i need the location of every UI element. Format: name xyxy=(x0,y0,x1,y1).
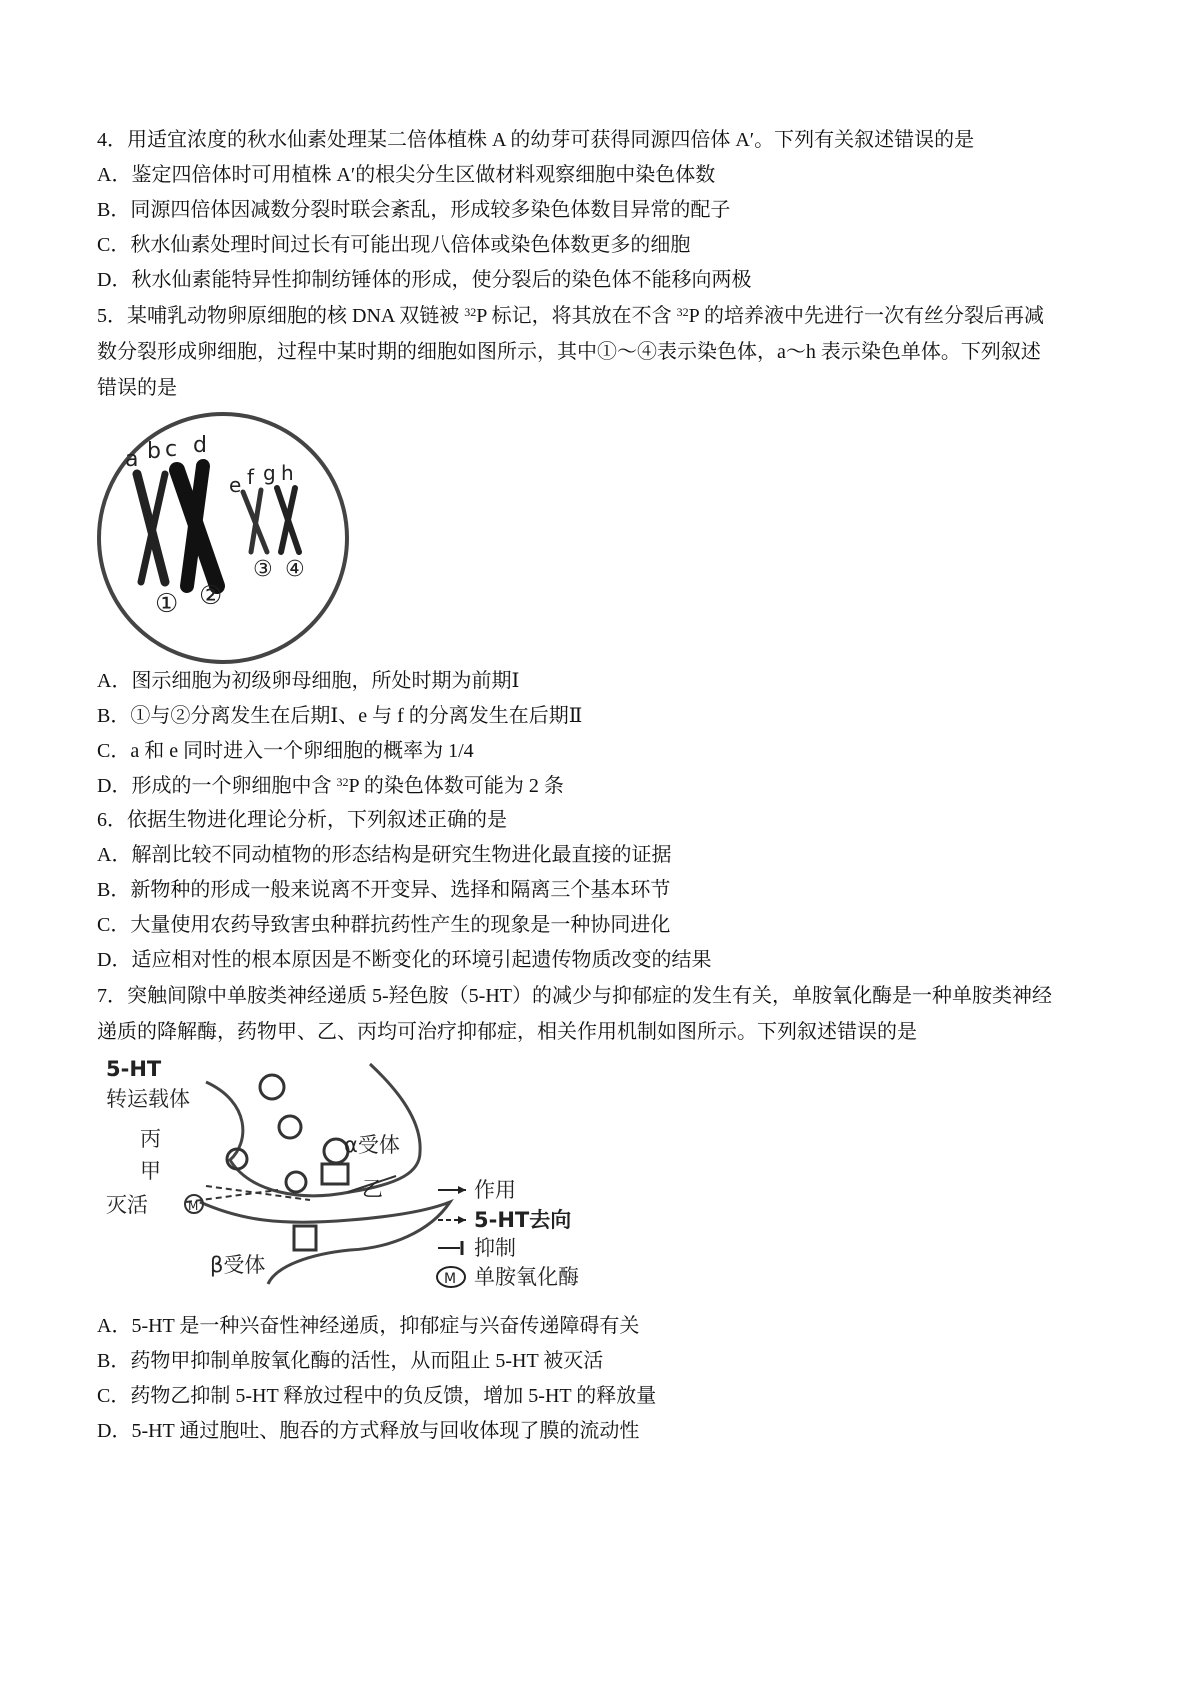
legend-direction-arrowhead xyxy=(458,1216,466,1224)
q5-option-d: D．形成的一个卵细胞中含 $^{32}$P 的染色体数可能为 2 条 xyxy=(97,775,564,797)
q7-option-c: C．药物乙抑制 5-HT 释放过程中的负反馈，增加 5-HT 的释放量 xyxy=(97,1385,657,1407)
q5-option-b: B．①与②分离发生在后期Ⅰ、e 与 f 的分离发生在后期Ⅱ xyxy=(97,705,583,727)
chromatid-label-e: e xyxy=(229,473,242,497)
legend-enzyme-letter: M xyxy=(444,1271,457,1287)
transporter-label-1: 5-HT xyxy=(106,1057,162,1081)
chromatid-label-d: d xyxy=(193,433,207,458)
q5-option-c: C．a 和 e 同时进入一个卵细胞的概率为 1/4 xyxy=(97,740,474,762)
legend-direction-label: 5-HT去向 xyxy=(474,1208,572,1232)
chromosome-label-3: ③ xyxy=(253,557,273,582)
chromosome-label-2: ② xyxy=(199,581,223,611)
vesicle xyxy=(260,1075,284,1099)
q5-stem: 5．某哺乳动物卵原细胞的核 DNA 双链被 $^{32}$P 标记，将其放在不含 $^{32}$P 的培养液中先进行一次有丝分裂后再减 xyxy=(97,305,1045,327)
chromatid-label-h: h xyxy=(281,461,294,485)
q6-stem: 6．依据生物进化理论分析，下列叙述正确的是 xyxy=(97,809,507,831)
alpha-receptor-label: α受体 xyxy=(344,1133,400,1157)
chromosome-label-1: ① xyxy=(155,589,179,619)
drug-b-label: 乙 xyxy=(362,1177,383,1201)
chromosome-label-4: ④ xyxy=(285,557,305,582)
drug-c-label: 丙 xyxy=(140,1127,161,1151)
drug-a-label: 甲 xyxy=(140,1159,161,1183)
synapse-figure xyxy=(100,1052,620,1310)
inactivate-label: 灭活 xyxy=(106,1193,148,1217)
chromatid-label-a: a xyxy=(125,447,139,472)
alpha-receptor-shape xyxy=(322,1164,348,1184)
transporter-label-2: 转运载体 xyxy=(106,1087,190,1111)
q6-option-d: D．适应相对性的根本原因是不断变化的环境引起遗传物质改变的结果 xyxy=(97,949,712,971)
chromatid-label-g: g xyxy=(263,461,276,485)
q6-option-c: C．大量使用农药导致害虫种群抗药性产生的现象是一种协同进化 xyxy=(97,914,671,936)
q5-stem-line2: 数分裂形成卵细胞，过程中某时期的细胞如图所示，其中①～④表示染色体，a～h 表示染色单体。下列叙述 xyxy=(97,341,1041,363)
chromatid-label-b: b xyxy=(147,439,161,464)
vesicle xyxy=(279,1116,301,1138)
q7-option-b: B．药物甲抑制单胺氧化酶的活性，从而阻止 5-HT 被灭活 xyxy=(97,1350,604,1372)
q4-stem: 4．用适宜浓度的秋水仙素处理某二倍体植株 A 的幼芽可获得同源四倍体 A′。下列有关叙述错误的是 xyxy=(97,129,975,151)
q4-option-b: B．同源四倍体因减数分裂时联会紊乱，形成较多染色体数目异常的配子 xyxy=(97,199,731,221)
q4-option-c: C．秋水仙素处理时间过长有可能出现八倍体或染色体数更多的细胞 xyxy=(97,234,691,256)
q6-option-b: B．新物种的形成一般来说离不开变异、选择和隔离三个基本环节 xyxy=(97,879,671,901)
q4-option-d: D．秋水仙素能特异性抑制纺锤体的形成，使分裂后的染色体不能移向两极 xyxy=(97,269,752,291)
q5-stem-line3: 错误的是 xyxy=(97,377,177,399)
q7-stem-line2: 递质的降解酶，药物甲、乙、丙均可治疗抑郁症，相关作用机制如图所示。下列叙述错误的是 xyxy=(97,1021,917,1043)
chromatid-label-f: f xyxy=(247,465,255,489)
legend-enzyme-label: 单胺氧化酶 xyxy=(474,1265,579,1289)
enzyme-marker-letter: M xyxy=(188,1199,199,1213)
q4-option-a: A．鉴定四倍体时可用植株 A′的根尖分生区做材料观察细胞中染色体数 xyxy=(97,164,716,186)
q6-option-a: A．解剖比较不同动植物的形态结构是研究生物进化最直接的证据 xyxy=(97,844,672,866)
chromatid-label-c: c xyxy=(165,437,178,462)
legend-inhibit-label: 抑制 xyxy=(474,1236,516,1260)
beta-receptor-shape xyxy=(294,1226,316,1250)
beta-receptor-label: β受体 xyxy=(210,1253,266,1277)
q7-option-a: A．5-HT 是一种兴奋性神经递质，抑郁症与兴奋传递障碍有关 xyxy=(97,1315,640,1337)
legend-action-arrowhead xyxy=(458,1186,466,1194)
cell-figure xyxy=(95,400,355,670)
q7-stem: 7．突触间隙中单胺类神经递质 5-羟色胺（5-HT）的减少与抑郁症的发生有关，单胺氧化酶是一种单胺类神经 xyxy=(97,985,1052,1007)
q7-option-d: D．5-HT 通过胞吐、胞吞的方式释放与回收体现了膜的流动性 xyxy=(97,1420,640,1442)
q5-option-a: A．图示细胞为初级卵母细胞，所处时期为前期Ⅰ xyxy=(97,670,520,692)
legend-action-label: 作用 xyxy=(474,1178,516,1202)
vesicle xyxy=(286,1172,306,1192)
presynaptic-membrane xyxy=(206,1064,420,1196)
